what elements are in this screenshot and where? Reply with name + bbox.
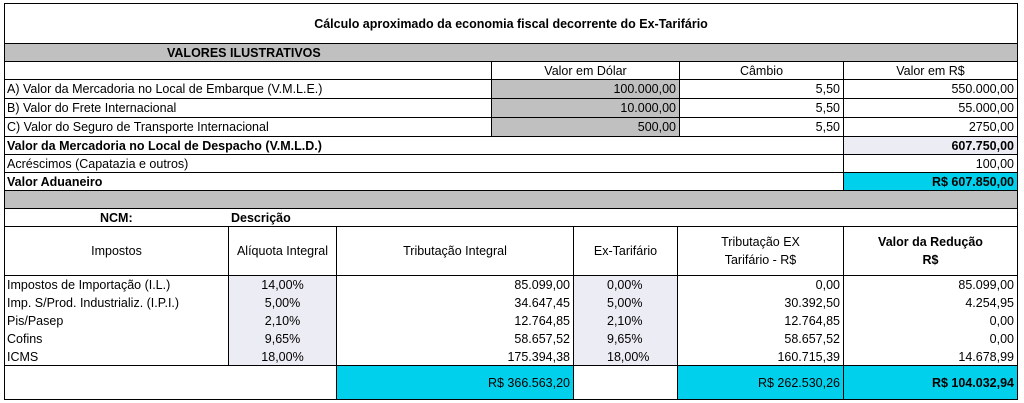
header-trib-integral: Tributação Integral <box>337 227 574 275</box>
reducao-value: 0,00 <box>989 314 1014 328</box>
title-row <box>5 4 1017 44</box>
value-row-a <box>5 80 1017 99</box>
tax-names-col <box>5 276 229 365</box>
acrescimos-value: 100,00 <box>975 156 1014 171</box>
vmld-value: 607.750,00 <box>844 137 1017 154</box>
trib-ex-col <box>678 276 844 365</box>
brl-value: 55.000,00 <box>958 101 1014 115</box>
row-label: C) Valor do Seguro de Transporte Internacional <box>5 118 492 136</box>
header-trib-ex <box>678 227 844 275</box>
reducao-value: 0,00 <box>989 332 1014 346</box>
trib-integral-value: 12.764,85 <box>514 314 570 328</box>
aliquota-value: 5,00% <box>264 296 301 310</box>
header-rate: Câmbio <box>680 62 844 79</box>
header-reducao-line1: Valor da Redução <box>878 235 983 249</box>
rate-value: 5,50 <box>680 118 844 136</box>
header-ex-tarifario: Ex-Tarifário <box>574 227 678 275</box>
tax-body <box>5 276 1017 366</box>
usd-value: 100.000,00 <box>492 80 680 98</box>
aduaneiro-label: Valor Aduaneiro <box>5 173 844 190</box>
row-label: A) Valor da Mercadoria no Local de Embarque (V.M.L.E.) <box>5 80 492 98</box>
trib-ex-value: 58.657,52 <box>784 332 840 346</box>
trib-ex-value: 30.392,50 <box>784 296 840 310</box>
ex-tarifario-col <box>574 276 678 365</box>
spacer-row <box>5 191 1017 209</box>
aliquota-value: 18,00% <box>261 350 304 364</box>
brl-value: 2750,00 <box>968 120 1014 134</box>
trib-ex-value: 160.715,39 <box>777 350 840 364</box>
ex-tarifario-value: 9,65% <box>607 332 643 346</box>
totals-row <box>5 366 1017 399</box>
tax-name: Pis/Pasep <box>7 314 64 328</box>
vmld-row <box>5 137 1017 155</box>
reducao-col <box>844 276 1017 365</box>
tax-name: Imp. S/Prod. Industrializ. (I.P.I.) <box>7 296 180 310</box>
acrescimos-row <box>5 155 1017 173</box>
value-row-b <box>5 99 1017 118</box>
trib-integral-value: 34.647,45 <box>514 296 570 310</box>
header-usd: Valor em Dólar <box>492 62 680 79</box>
totals-empty-ex <box>574 366 678 399</box>
rate-value: 5,50 <box>680 99 844 117</box>
section-title: VALORES ILUSTRATIVOS <box>167 45 321 60</box>
aduaneiro-value: R$ 607.850,00 <box>844 173 1017 190</box>
header-trib-ex-line2: Tarifário - R$ <box>724 253 797 267</box>
aliquota-col <box>229 276 337 365</box>
aliquota-value: 14,00% <box>261 278 304 292</box>
tax-header-row <box>5 227 1017 276</box>
header-reducao <box>844 227 1017 275</box>
tax-name: Impostos de Importação (I.L.) <box>7 278 171 292</box>
description-label: Descrição <box>231 210 291 225</box>
total-trib-ex: R$ 262.530,26 <box>678 366 844 399</box>
header-aliquota: Alíquota Integral <box>229 227 337 275</box>
tax-name: ICMS <box>7 350 39 364</box>
trib-ex-value: 12.764,85 <box>784 314 840 328</box>
usd-value: 10.000,00 <box>492 99 680 117</box>
acrescimos-label: Acréscimos (Capatazia e outros) <box>5 155 844 172</box>
value-row-c <box>5 118 1017 137</box>
total-trib-integral: R$ 366.563,20 <box>337 366 574 399</box>
ncm-label: NCM: <box>100 210 133 225</box>
ex-tarifario-value: 5,00% <box>607 296 643 310</box>
aliquota-value: 9,65% <box>264 332 301 346</box>
header-brl: Valor em R$ <box>896 63 965 78</box>
brl-value: 550.000,00 <box>951 82 1014 96</box>
tax-name: Cofins <box>7 332 43 346</box>
total-reducao: R$ 104.032,94 <box>844 366 1017 399</box>
spreadsheet <box>4 3 1018 400</box>
rate-value: 5,50 <box>680 80 844 98</box>
header-trib-ex-line1: Tributação EX <box>721 235 800 249</box>
ex-tarifario-value: 2,10% <box>607 314 643 328</box>
values-header-row <box>5 62 1017 80</box>
usd-value: 500,00 <box>492 118 680 136</box>
sheet-title: Cálculo aproximado da economia fiscal decorrente do Ex-Tarifário <box>314 16 708 31</box>
trib-integral-col <box>337 276 574 365</box>
reducao-value: 85.099,00 <box>958 278 1014 292</box>
trib-ex-value: 0,00 <box>815 278 840 292</box>
ex-tarifario-value: 0,00% <box>607 278 643 292</box>
ex-tarifario-value: 18,00% <box>607 350 650 364</box>
header-empty <box>5 62 492 79</box>
trib-integral-value: 58.657,52 <box>514 332 570 346</box>
trib-integral-value: 175.394,38 <box>507 350 570 364</box>
reducao-value: 4.254,95 <box>965 296 1014 310</box>
header-reducao-line2: R$ <box>922 253 939 267</box>
vmld-label: Valor da Mercadoria no Local de Despacho (V.M.L.D.) <box>5 137 844 154</box>
header-impostos: Impostos <box>5 227 229 275</box>
aduaneiro-row <box>5 173 1017 191</box>
trib-integral-value: 85.099,00 <box>514 278 570 292</box>
totals-empty <box>5 366 337 399</box>
row-label: B) Valor do Frete Internacional <box>5 99 492 117</box>
aliquota-value: 2,10% <box>264 314 301 328</box>
section-title-row <box>5 44 1017 62</box>
ncm-row <box>5 209 1017 227</box>
reducao-value: 14.678,99 <box>958 350 1014 364</box>
